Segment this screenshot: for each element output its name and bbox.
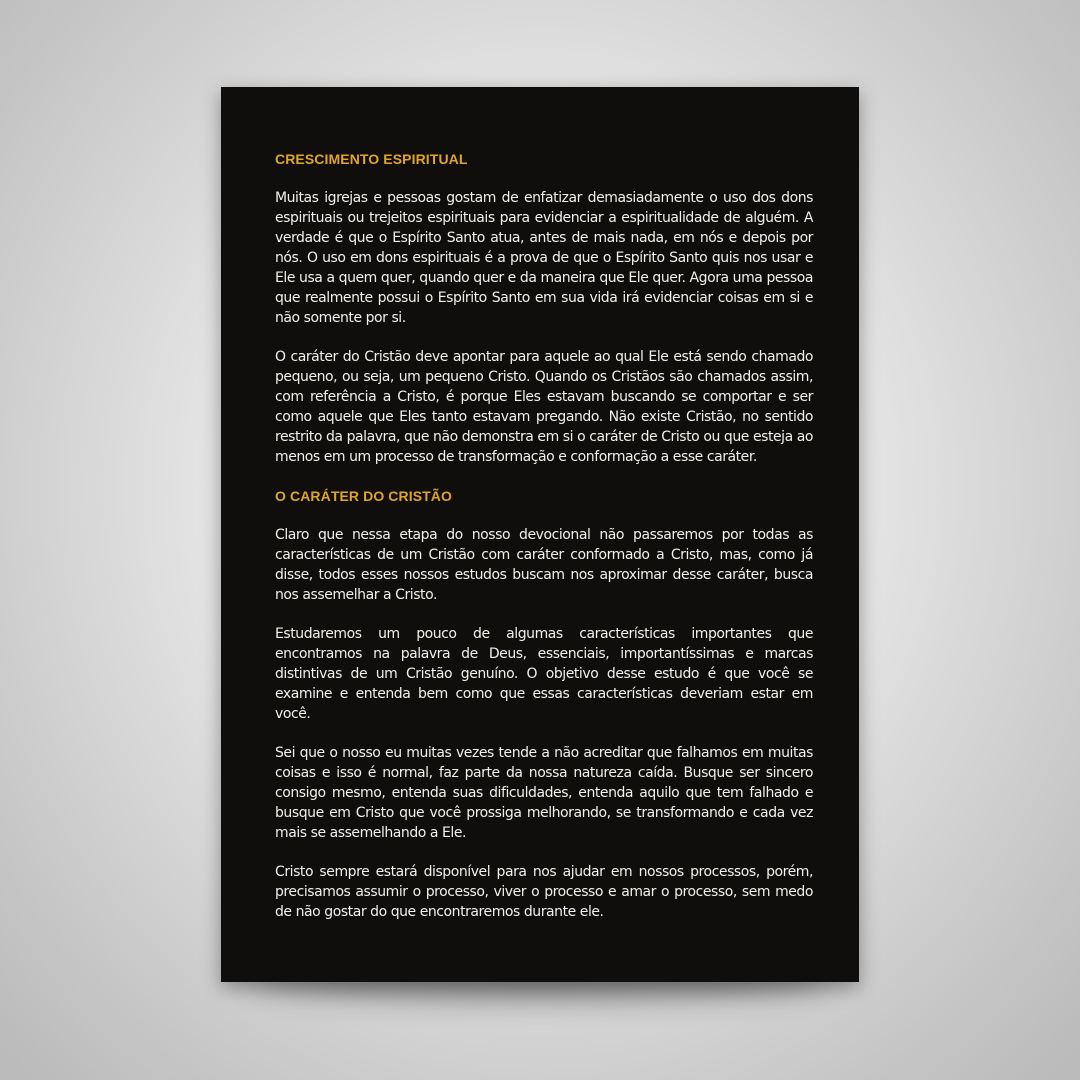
paragraph: Claro que nessa etapa do nosso devocional não passaremos por todas as características de um Cristão com caráter conformado a Cristo, mas, como já disse, todos esses nossos estudos buscam nos aproximar desse caráter, busca nos assemelhar a Cristo. (275, 527, 813, 603)
paragraph: Sei que o nosso eu muitas vezes tende a não acreditar que falhamos em muitas coisas e isso é normal, faz parte da nossa natureza caída. Busque ser sincero consigo mesmo, entenda suas dificuldades, entenda aquilo que tem falhado e busque em Cristo que você prossiga melhorando, se transformando e cada vez mais se assemelhando a Ele. (275, 745, 813, 841)
paragraph: Cristo sempre estará disponível para nos ajudar em nossos processos, porém, precisamos assumir o processo, viver o processo e amar o processo, sem medo de não gostar do que encontraremos durante ele. (275, 864, 813, 920)
document-page (221, 87, 859, 982)
paragraph: Estudaremos um pouco de algumas características importantes que encontramos na palavra de Deus, essenciais, importantíssimas e marcas distintivas de um Cristão genuíno. O objetivo desse estudo é que você se examine e entenda bem como que essas características deveriam estar em você. (275, 626, 813, 722)
page-content (275, 149, 813, 922)
section-heading-crescimento: CRESCIMENTO ESPIRITUAL (275, 151, 468, 167)
paragraph: Muitas igrejas e pessoas gostam de enfatizar demasiadamente o uso dos dons espirituais ou trejeitos espirituais para evidenciar a espiritualidade de alguém. A verdade é que o Espírito Santo atua, antes de mais nada, em nós e depois por nós. O uso em dons espirituais é a prova de que o Espírito Santo quis nos usar e Ele usa a quem quer, quando quer e da maneira que Ele quer. Agora uma pessoa que realmente possui o Espírito Santo em sua vida irá evidenciar coisas em si e não somente por si. (275, 190, 813, 326)
paragraph: O caráter do Cristão deve apontar para aquele ao qual Ele está sendo chamado pequeno, ou seja, um pequeno Cristo. Quando os Cristãos são chamados assim, com referência a Cristo, é porque Eles estavam buscando se comportar e ser como aquele que Eles tanto estavam pregando. Não existe Cristão, no sentido restrito da palavra, que não demonstra em si o caráter de Cristo ou que esteja ao menos em um processo de transformação e conformação a esse caráter. (275, 349, 813, 465)
section-heading-carater: O CARÁTER DO CRISTÃO (275, 488, 452, 504)
